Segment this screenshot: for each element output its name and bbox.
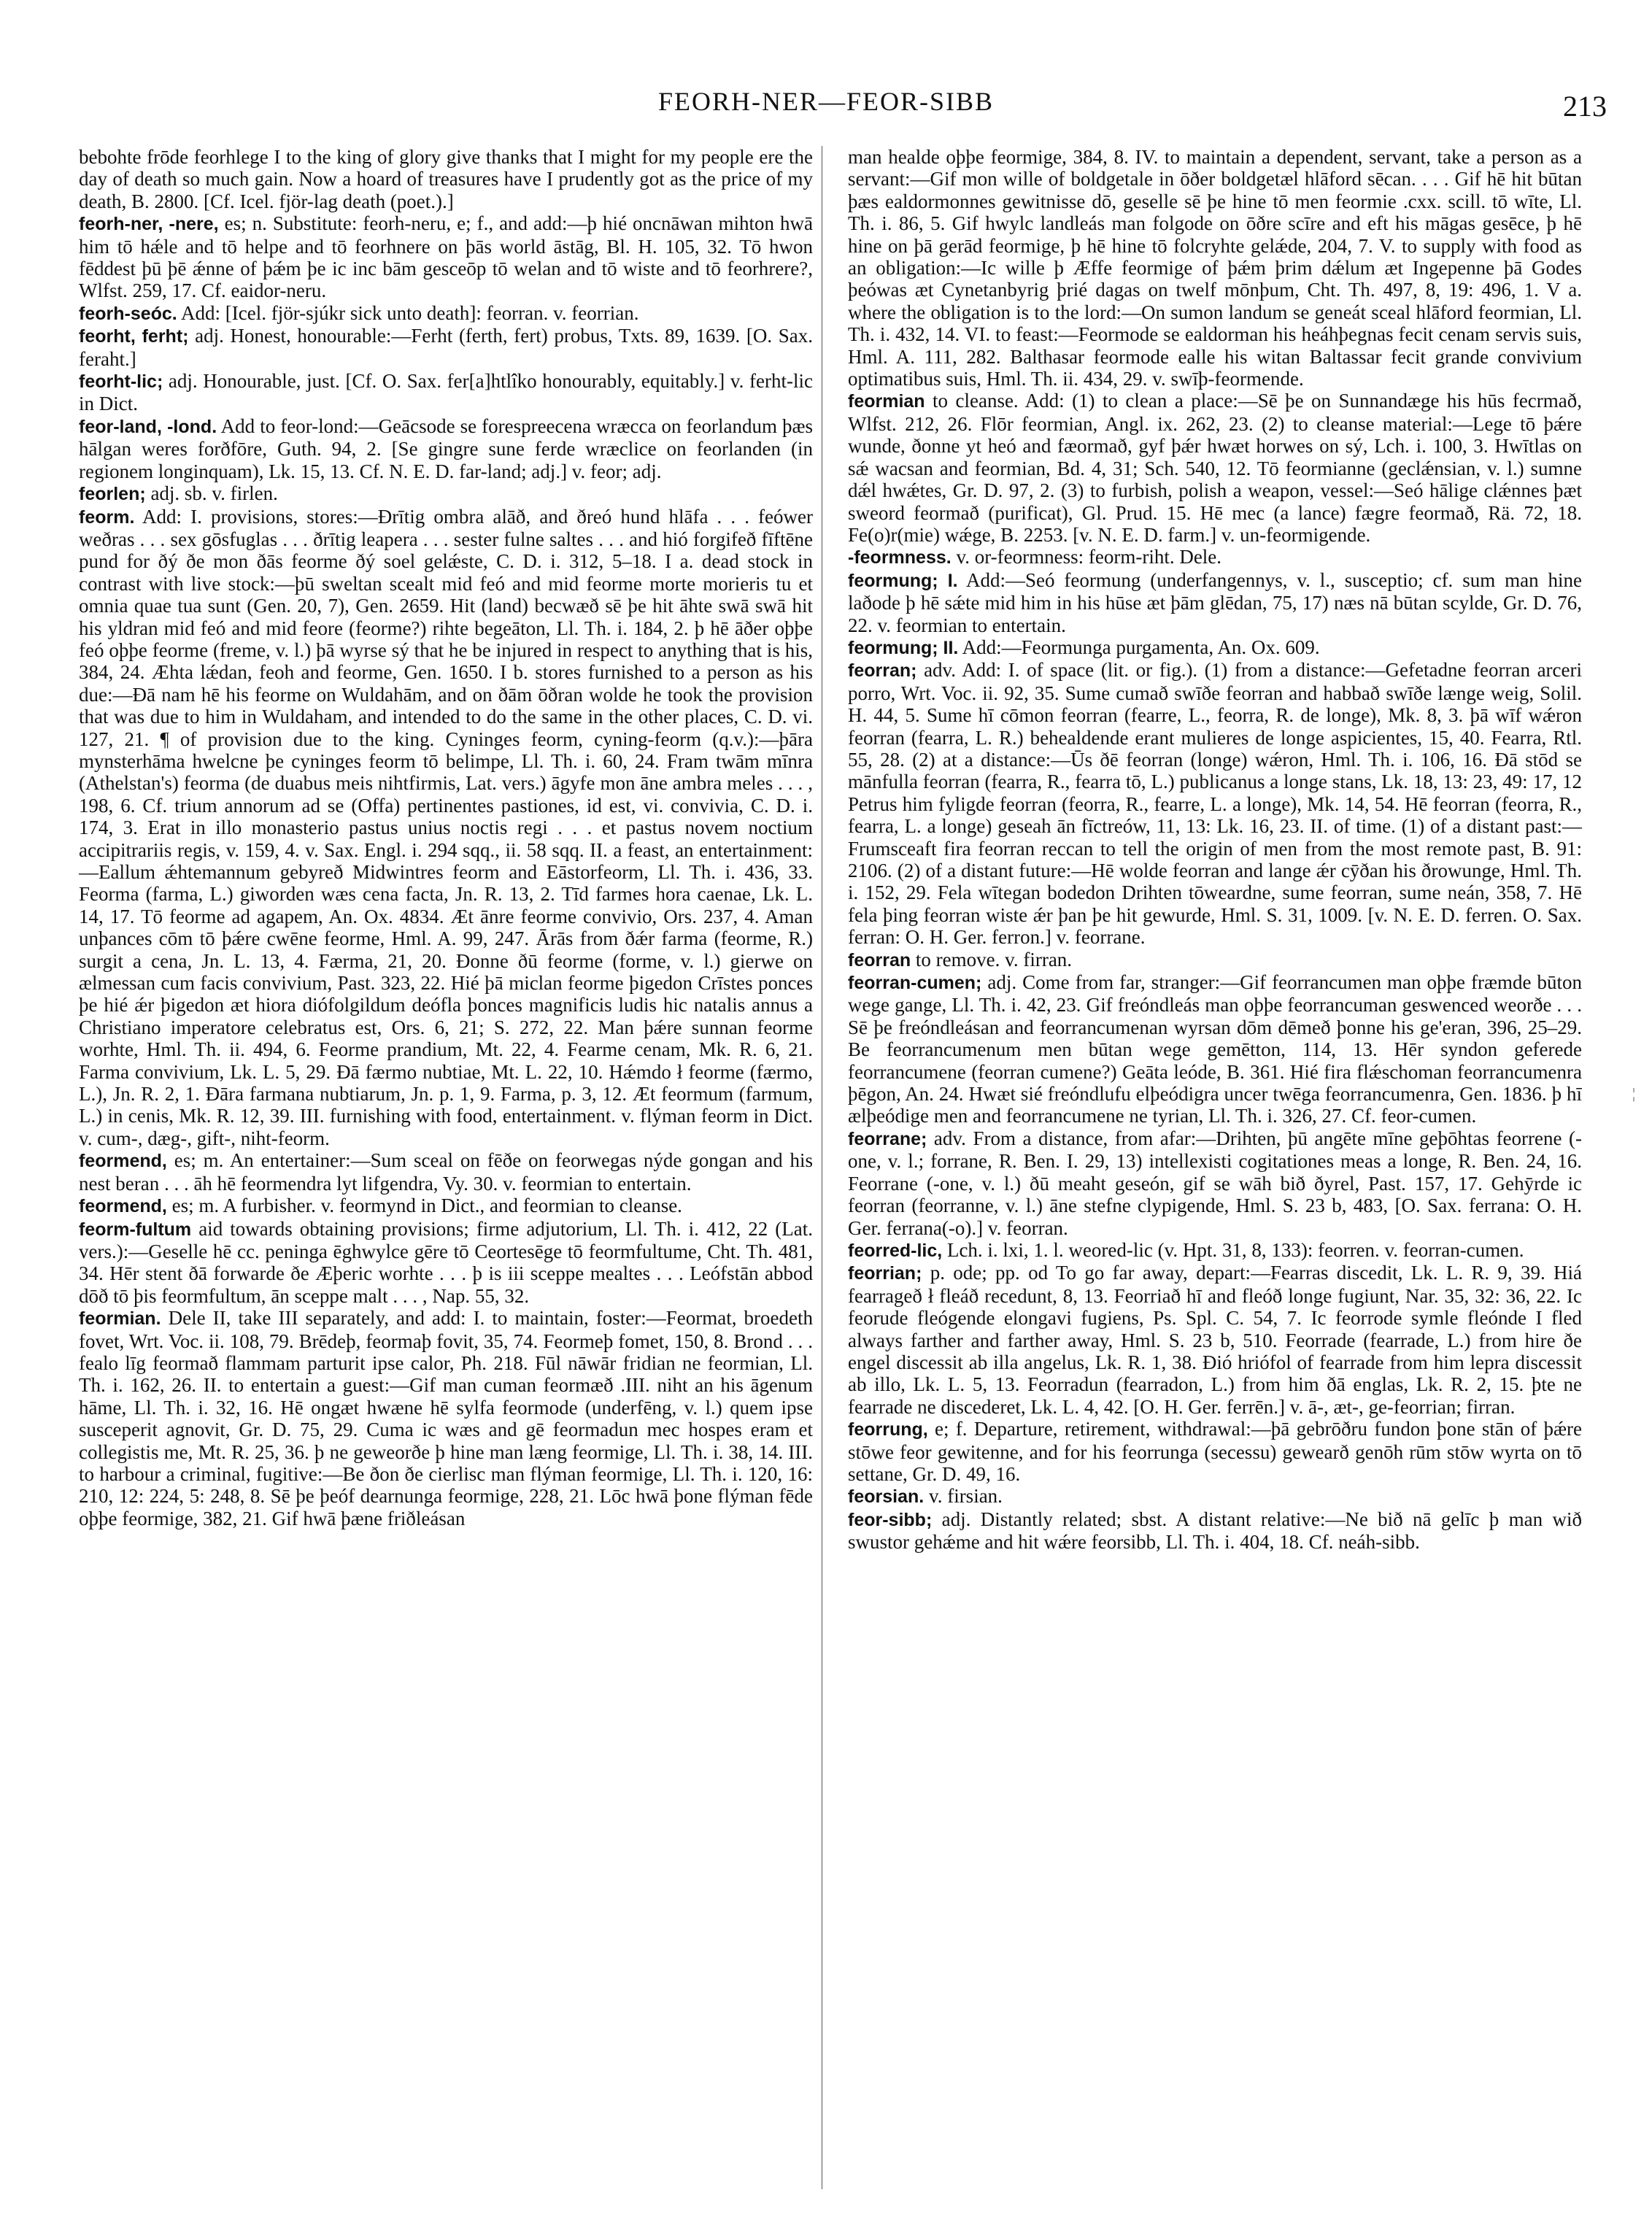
entry-headword: feorran; bbox=[848, 660, 917, 682]
entry-headword: feorran-cumen; bbox=[848, 973, 982, 994]
entry-text: es; m. A furbisher. v. feormynd in Dict., and feormian to cleanse. bbox=[171, 1195, 682, 1217]
entry-text: v. or-feormness: feorm-riht. Dele. bbox=[956, 546, 1222, 568]
entry-text: e; f. Departure, retirement, withdrawal:—þā gebrōðru fundon þone stān of þǽre stōwe feor gewitenne, and for his feorrunga (secessu) gewearð genōh rūm stōw wyrta on tō settane, Gr. D. 49, 16. bbox=[848, 1418, 1582, 1485]
entry-text: adj. Distantly related; sbst. A distant relative:—Ne bið nā gelīc þ man wið swustor gehǽme and hit wǽre feorsibb, Ll. Th. i. 404, 18. Cf. neáh-sibb. bbox=[848, 1508, 1582, 1554]
dictionary-entry bbox=[79, 1149, 813, 1195]
dictionary-entry bbox=[848, 146, 1582, 390]
dictionary-entry bbox=[848, 390, 1582, 546]
entry-headword: feormung; I. bbox=[848, 570, 958, 591]
entry-headword: feormung; II. bbox=[848, 637, 959, 658]
entry-headword: feorran bbox=[848, 949, 911, 971]
entry-text: Add: I. provisions, stores:—Ðrītig ombra alāð, and ðreó hund hlāfa . . . feówer weðras . . . sex gōsfuglas . . . ðrītig leapera . . . sester fulne saltes . . . and hió forgifeð fīftēne pund for ðý ðe mon ðās feorme ðý soel gelǽste, C. D. i. 312, 5–18. I a. dead stock in contrast with live stock:—þū sweltan scealt mid feó and mid feorme morte morieris tu et omnia quae tua sunt (Gen. 20, 7), Gen. 2659. Hit (land) becwæð sē þe hit āhte swā swā hit his yldran mid feó and mid feore (feorme?) rihte begeāton, Ll. Th. i. 184, 2. þ hē āðer oþþe feó oþþe feorme (freme, v. l.) þā wyrse sý that he be injured in respect to anything that is his, 384, 24. Æhta lǽdan, feoh and feorme, Gen. 1650. I b. stores furnished to a person as his due:—Ðā nam hē his feorme on Wuldahām, and on ðām ōðran wolde he took the provision that was due to him in Wuldaham, and intended to do the same in the other places, C. D. vi. 127, 21. ¶ of provision due to the king. Cyninges feorm, cyning-feorm (q.v.):—þāra mynsterhāma hwelcne þe cyninges feorm tō belimpe, Ll. Th. i. 60, 24. Fram twām mīnra (Athelstan's) feorma (de duabus meis nihtfirmis, Lat. vers.) āgyfe mon āne ambra meles . . . , 198, 6. Cf. trium annorum ad se (Offa) pertinentes pastiones, id est, vi. convivia, C. D. i. 174, 3. Erat in illo monasterio pastus unius noctis regi . . . et pastus novem noctium accipitrariis regis, v. 159, 4. v. Sax. Engl. i. 294 sqq., ii. 58 sqq. II. a feast, an entertainment:—Eallum ǽhtemannum gebyreð Midwintres feorm and Eāstorfeorm, Ll. Th. i. 436, 33. Feorma (farma, L.) giworden wæs cena facta, Jn. R. 13, 2. Tīd farmes hora caenae, Lk. L. 14, 17. Tō feorme ad agapem, An. Ox. 4834. Æt ānre feorme convivio, Ors. 237, 4. Aman unþances cōm tō þǽre cwēne feorme, Hml. A. 99, 247. Ārās from ðǽr farma (feorme, R.) surgit a cena, Jn. L. 13, 4. Færma, 21, 20. Ðonne ðū feorme (forme, v. l.) gierwe on ælmessan cum facis convivium, Past. 323, 22. Hié þā miclan feorme þigedon Crīstes ponces þe hié ǽr þigedon æt hiora diófolgildum deófla þonces magnificis ludis hic natalis annus a Christiano imperatore celebratus est, Ors. 6, 21; S. 272, 22. Man þǽre sunnan feorme worhte, Hml. Th. ii. 494, 6. Feorme prandium, Mt. 22, 4. Fearme cenam, Mk. R. 6, 21. Farma convivium, Lk. L. 5, 29. Ðā færmo nubtiae, Mt. L. 22, 10. Hǽmdo ł feorme (færmo, L.), Jn. R. 2, 1. Ðāra farmana nubtiarum, Jn. p. 1, 9. Farma, p. 3, 12. Æt feormum (farmum, L.) in cenis, Mk. R. 12, 39. III. furnishing with food, entertainment. v. flýman feorm in Dict. v. cum-, dæg-, gift-, niht-feorm. bbox=[79, 505, 813, 1149]
entry-headword: feormend, bbox=[79, 1196, 167, 1217]
dictionary-entry bbox=[848, 1239, 1582, 1262]
dictionary-entry bbox=[848, 1508, 1582, 1554]
entry-text: Add:—Seó feormung (underfangennys, v. l., susceptio; cf. sum man hine laðode þ hē sǽte mid him in his hūse æt þām glēdan, 75, 17) næs nā būtan scylde, Gr. D. 76, 22. v. feormian to entertain. bbox=[848, 568, 1582, 636]
entry-headword: feorm. bbox=[79, 506, 135, 528]
entry-text: adv. Add: I. of space (lit. or fig.). (1) from a distance:—Gefetadne feorran arceri porro, Wrt. Voc. ii. 92, 35. Sume cumað swīðe feorran and habbað swīðe længe weig, Solil. H. 44, 5. Sume hī cōmon feorran (fearre, L., feorra, R. de longe), Mk. 8, 3. þā wīf wǽron feorran (fearra, L. R.) behealdende erant mulieres de longe aspicientes, 15, 40. Fearra, Rtl. 55, 28. (2) at a distance:—Ūs ðē feorran (longe) wǽron, Hml. Th. i. 106, 16. Ðā stōd se mānfulla feorran (fearra, R., fearra tō, L.) publicanus a longe stans, Lk. 18, 13: 23, 49: 17, 12 Petrus him fyligde feorran (feorra, R., fearre, L. a longe), Mk. 14, 54. Hē feorran (feorra, R., fearra, L. a longe) geseah ān fīctreów, 11, 13: Lk. 16, 23. II. of time. (1) of a distant past:—Frumsceaft fira feorran reccan to tell the origin of men from the most remote past, B. 91: 2106. (2) of a distant future:—Hē wolde feorran and lange ǽr cȳðan his ðrowunge, Hml. Th. i. 152, 29. Fela wītegan bodedon Drihten tōweardne, sume feorran, sume neán, 358, 7. Hē fela þing feorran wiste ǽr þan þe hit gewurde, Hml. S. 31, 1009. [v. N. E. D. ferren. O. Sax. ferran: O. H. Ger. ferron.] v. feorrane. bbox=[848, 659, 1582, 949]
dictionary-entry bbox=[848, 949, 1582, 971]
dictionary-entry bbox=[848, 1262, 1582, 1418]
entry-headword: feorht-lic; bbox=[79, 371, 163, 393]
entry-text: v. firsian. bbox=[928, 1485, 1003, 1508]
dictionary-entry bbox=[79, 1307, 813, 1529]
dictionary-entry bbox=[79, 415, 813, 482]
entry-text: es; n. Substitute: feorh-neru, e; f., and add:—þ hié oncnāwan mihton hwā him tō hǽle and tō helpe and tō feorhnere on þās world āstāg, Bl. H. 105, 32. Tō hwon fēddest þū þē ǽnne of þǽm þe ic inc bām gesceōp tō welan and tō wiste and tō feorhrere?, Wlfst. 259, 17. Cf. eaidor-neru. bbox=[79, 212, 814, 302]
entry-text: p. ode; pp. od To go far away, depart:—Fearras discedit, Lk. L. R. 9, 39. Hiá fearrageð ł fleáð recedunt, 8, 13. Feorriað hī and fleóð longe fugiunt, Nar. 35, 32: 36, 22. Ic feorude fleógende elongavi fugiens, Ps. Spl. C. 54, 7. Ic feorrode symle fleónde I fled always farther and farther away, Hml. S. 23 b, 510. Feorrade (fearrade, L.) from hire ðe engel discessit ab illa angelus, Lk. R. 1, 38. Ðió hriófol of fearrade from him lepra discessit ab illo, Lk. L. 5, 13. Feorradun (fearradon, L.) from him ðā englas, Lk. R. 2, 15. þte ne fearrade ne discederet, Lk. L. 4, 42. [O. H. Ger. ferrēn.] v. ā-, æt-, ge-feorrian; firran. bbox=[848, 1262, 1582, 1418]
dictionary-entry bbox=[79, 146, 813, 212]
dictionary-entry bbox=[848, 1418, 1582, 1485]
entry-headword: feormian. bbox=[79, 1308, 161, 1330]
dictionary-entry bbox=[848, 636, 1582, 659]
dictionary-entry bbox=[79, 370, 813, 415]
entry-text: adv. From a distance, from afar:—Drihten, þū angēte mīne geþōhtas feorrene (-one, v. l.; forrane, R. Ben. I. 29, 13) intellexisti cogitationes meas a longe, R. Ben. 24, 16. Feorrane (-one, v. l.) ðū meaht geseón, gif se wāh bið ðyrel, Past. 157, 17. Gehȳrde ic feorran (feorranne, v. l.) āne stefne clypigende, Hml. S. 23 b, 483, [O. Sax. ferrana: O. H. Ger. ferrana(-o).] v. feorran. bbox=[848, 1127, 1582, 1239]
entry-headword: feormian bbox=[848, 391, 925, 412]
entry-headword: feorrung, bbox=[848, 1419, 928, 1440]
entry-headword: feorrane; bbox=[848, 1128, 927, 1149]
entry-text: to remove. v. firran. bbox=[915, 948, 1073, 971]
dictionary-entry bbox=[79, 1195, 813, 1217]
entry-text: Dele II, take III separately, and add: I. to maintain, foster:—Feormat, broedeth fovet, Wrt. Voc. ii. 108, 79. Brēdeþ, feormaþ fovit, 35, 74. Feormeþ fomet, 150, 8. Brond . . . fealo līg feormað flammam parturit ipse calor, Ph. 218. Fūl nāwār fridian ne feormian, Ll. Th. i. 162, 26. II. to entertain a guest:—Gif man cuman feormæð .III. niht an his āgenum hāme, Ll. Th. i. 32, 16. Hē ongæt hwæne hē sylfa feormode (underfēng, v. l.) quem ipse susceperit agnovit, Gr. D. 75, 29. Cuma ic wæs and gē feormadun mec hospes eram et collegistis me, Mt. R. 25, 36. þ ne geweorðe þ hine man læng feormige, Ll. Th. i. 38, 14. III. to harbour a criminal, fugitive:—Be ðon ðe cierlisc man flýman feormige, Ll. Th. i. 120, 16: 210, 12: 224, 5: 248, 8. Sē þe þeóf dearnunga feormige, 228, 21. Lōc hwā þone flýman fēde oþþe feormige, 382, 21. Gif hwā þæne friðleásan bbox=[79, 1307, 814, 1529]
entry-headword: feor-land, -lond. bbox=[79, 416, 217, 437]
margin-mark: ¦ bbox=[1632, 1086, 1636, 1102]
entry-text: es; m. An entertainer:—Sum sceal on fēðe on feorwegas nýde gongan and his nest beran . . . āh hē feormendra lyt lifgendra, Vy. 30. v. feormian to entertain. bbox=[79, 1149, 814, 1195]
left-column bbox=[79, 146, 822, 2189]
entry-headword: feorrian; bbox=[848, 1263, 922, 1284]
entry-headword: feorh-seóc. bbox=[79, 303, 177, 324]
entry-headword: feor-sibb; bbox=[848, 1509, 933, 1530]
two-column-body bbox=[79, 146, 1582, 2189]
entry-text: man healde oþþe feormige, 384, 8. IV. to maintain a dependent, servant, take a person as a servant:—Gif mon wille of boldgetale in ōðer boldgetæl hlāford sēcan. . . . Gif hē hit būtan þæs ealdormonnes gewitnisse dō, geselle sē þe hine tō men feormie .cxx. scill. tō wīte, Ll. Th. i. 86, 5. Gif hwylc landleás man folgode on ōðre scīre and eft his māgas gesēce, þ hē hine on þā gerād feormige, þ hē hine tō folcryhte gelǽde, 204, 7. V. to supply with food as an obligation:—Ic wille þ Æffe feormige of þǽm þrim dǽlum æt Ingepenne þā Godes þeówas æt Cynetanbyrig þrié dagas on twelf mōnþum, Cht. Th. 497, 8, 19: 496, 1. V a. where the obligation is to the lord:—On sumon landum se geneát sceal hlāford feormian, Ll. Th. i. 432, 14. VI. to feast:—Feormode se ealdorman his heáhþegnas fecit cenam servis suis, Hml. A. 111, 282. Balthasar feormode ealle his witan Baltassar fecit grande convivium optimatibus suis, Hml. Th. ii. 434, 29. v. swīþ-feormende. bbox=[848, 146, 1582, 390]
dictionary-entry bbox=[79, 506, 813, 1150]
entry-headword: -feormness. bbox=[848, 547, 952, 568]
dictionary-entry bbox=[848, 971, 1582, 1127]
entry-headword: feorred-lic, bbox=[848, 1240, 943, 1261]
entry-text: adj. Honest, honourable:—Ferht (ferth, fert) probus, Txts. 89, 1639. [O. Sax. feraht.] bbox=[79, 325, 814, 370]
dictionary-entry bbox=[79, 212, 813, 302]
entry-headword: feorht, ferht; bbox=[79, 326, 189, 347]
entry-text: Add: [Icel. fjör-sjúkr sick unto death]: feorran. v. feorrian. bbox=[181, 301, 639, 324]
entry-text: bebohte frōde feorhlege I to the king of glory give thanks that I might for my people ere the day of death so much gain. Now a hoard of treasures have I prudently got as the price of my death, B. 2800. [Cf. Icel. fjör-lag death (poet.).] bbox=[79, 146, 813, 212]
entry-text: Lch. i. lxi, 1. l. weored-lic (v. Hpt. 31, 8, 133): feorren. v. feorran-cumen. bbox=[946, 1238, 1524, 1261]
entry-text: aid towards obtaining provisions; firme adjutorium, Ll. Th. i. 412, 22 (Lat. vers.):—Geselle hē cc. peninga ēghwylce gēre tō Ceortesēge tō feormfultume, Cht. Th. 481, 34. Hēr stent ðā forwarde ðe Æþeric worhte . . . þ is iii sceppe mealtes . . . Leófstān abbod dōð tō þis feormfultum, ān sceppe malt . . . , Nap. 55, 32. bbox=[79, 1217, 814, 1307]
entry-text: adj. sb. v. firlen. bbox=[150, 482, 278, 505]
running-head: FEORH-NER—FEOR-SIBB bbox=[657, 87, 995, 116]
entry-headword: feormend, bbox=[79, 1151, 167, 1172]
entry-text: adj. Honourable, just. [Cf. O. Sax. fer[a]htlîko honourably, equitably.] v. ferht-lic in Dict. bbox=[79, 370, 813, 415]
dictionary-entry bbox=[848, 546, 1582, 568]
dictionary-entry bbox=[79, 482, 813, 505]
page-number: 213 bbox=[1563, 90, 1607, 123]
entry-text: Add to feor-lond:—Geācsode se forespreecena wræcca on feorlandum þæs hālgan weres forðfōre, Guth. 94, 2. [Se gingre sune ferde wræclice on feorlanden (in regionem longinquam), Lk. 15, 13. Cf. N. E. D. far-land; adj.] v. feor; adj. bbox=[79, 414, 813, 482]
entry-text: adj. Come from far, stranger:—Gif feorrancumen man oþþe fræmde būton wege gange, Ll. Th. i. 42, 23. Gif freóndleás man oþþe feorrancuman geswenced weorðe . . . Sē þe freóndleásan and feorrancumenan wyrsan dōm dēmeð þonne his ge'eran, 396, 25–29. Be feorrancumenum men būtan wege gemētton, 114, 13. Hēr syndon geferede feorrancumene (feorran cumene?) Geāta leóde, B. 361. Hié fira flǽschoman feorrancumenra þēgon, An. 24. Hwæt sié freóndlufu elþeódigra uncer twēga feorrancumenra, Gen. 1836. þ hī ælþeódige men and feorrancumene ne tyrian, Ll. Th. i. 326, 27. Cf. feor-cumen. bbox=[848, 971, 1582, 1127]
entry-headword: feorh-ner, -nere, bbox=[79, 214, 219, 235]
dictionary-entry bbox=[848, 1127, 1582, 1239]
dictionary-entry bbox=[848, 659, 1582, 948]
right-column bbox=[842, 146, 1582, 2189]
entry-headword: feorlen; bbox=[79, 484, 146, 505]
entry-headword: feorsian. bbox=[848, 1486, 925, 1508]
entry-text: Add:—Feormunga purgamenta, An. Ox. 609. bbox=[962, 636, 1320, 658]
entry-text: to cleanse. Add: (1) to clean a place:—Sē þe on Sunnandæge his hūs fecrmað, Wlfst. 212, 26. Flōr feormian, Angl. ix. 262, 23. (2) to cleanse material:—Lege tō þǽre wunde, ðonne yt heó and fæormað, gyf þǽr hwæt horwes on sý, Lch. i. 100, 3. Hwītlas on sǽ wacsan and feormian, Bd. 4, 31; Sch. 540, 12. Tō feormianne (geclǽnsian, v. l.) sumne dǽl hwǽtes, Gr. D. 97, 2. (3) to furbish, polish a weapon, vessel:—Seó hālige clǽnnes þæt sweord feormað (purificat), Gl. Prud. 15. Hē mec (a lance) fægre feormað, Rä. 72, 18. Fe(o)r(mie) wǽge, B. 2253. [v. N. E. D. farm.] v. un-feormigende. bbox=[848, 390, 1582, 546]
dictionary-entry bbox=[79, 302, 813, 325]
entry-headword: feorm-fultum bbox=[79, 1219, 192, 1240]
dictionary-entry bbox=[848, 569, 1582, 636]
dictionary-entry bbox=[848, 1485, 1582, 1508]
dictionary-entry bbox=[79, 1218, 813, 1308]
dictionary-entry bbox=[79, 325, 813, 370]
